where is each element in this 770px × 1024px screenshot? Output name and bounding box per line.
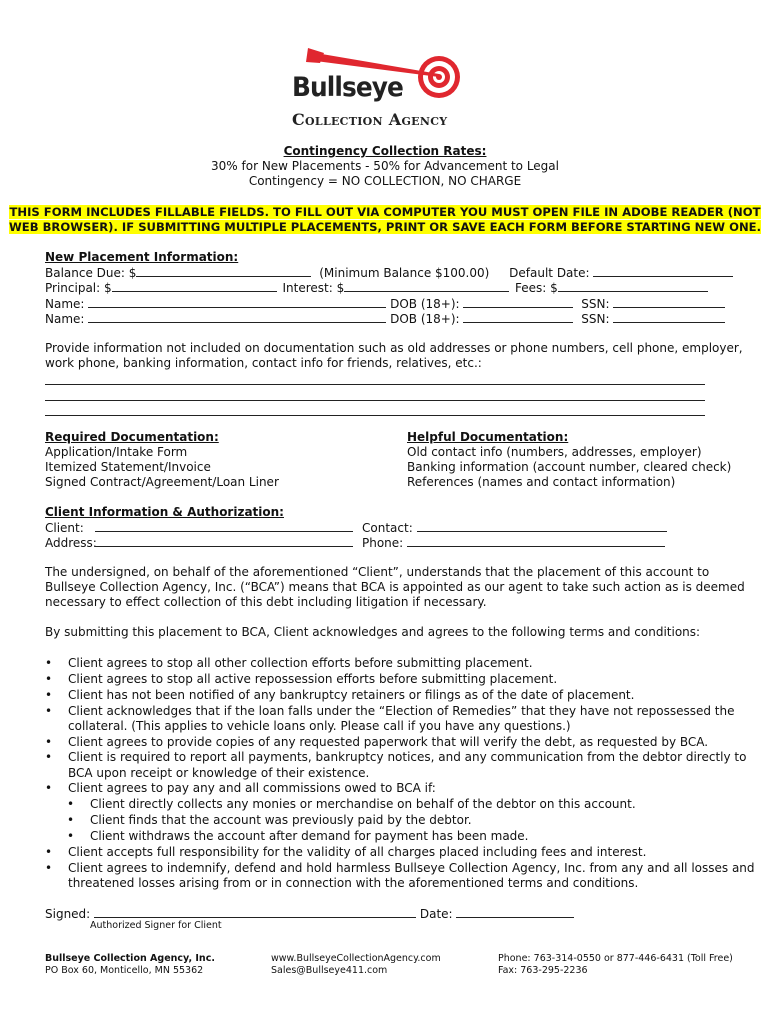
logo: [290, 44, 490, 134]
date-label: Date:: [419, 907, 453, 921]
term-item: • Client acknowledges that if the loan falls under the “Election of Remedies” that they have not repossessed the: [45, 704, 735, 718]
interest-label: Interest: $: [282, 281, 345, 295]
bullet-icon: •: [45, 735, 53, 749]
extra-info-field-3[interactable]: [45, 401, 705, 416]
date-field[interactable]: [456, 906, 574, 918]
min-balance-note: (Minimum Balance $100.00): [319, 266, 490, 280]
phone-field[interactable]: [407, 535, 665, 547]
undersigned-line-3: necessary to effect collection of this debt including litigation if necessary.: [45, 595, 487, 609]
term-item: • Client agrees to pay any and all commissions owed to BCA if:: [45, 781, 436, 795]
ssn-label-1: SSN:: [581, 297, 610, 311]
signer-caption: Authorized Signer for Client: [90, 920, 222, 931]
ssn-field-1[interactable]: [613, 296, 725, 308]
contact-field[interactable]: [417, 520, 667, 532]
required-doc-item: Application/Intake Form: [45, 445, 188, 459]
term-item: • Client agrees to stop all active repossession efforts before submitting placement.: [45, 672, 558, 686]
default-date-label: Default Date:: [509, 266, 590, 280]
term-item-continuation: threatened losses arising from or in connection with the aforementioned terms and conditions.: [68, 876, 639, 890]
client-info-heading: Client Information & Authorization:: [45, 505, 284, 519]
term-item: • Client is required to report all payments, bankruptcy notices, and any communication from the debtor directly to: [45, 750, 747, 764]
name-label-2: Name:: [45, 312, 85, 326]
principal-row: [45, 280, 708, 296]
helpful-doc-item: Old contact info (numbers, addresses, employer): [407, 445, 702, 459]
provide-info-line-2: work phone, banking information, contact info for friends, relatives, etc.:: [45, 356, 482, 370]
notice-line-1: THIS FORM INCLUDES FILLABLE FIELDS. TO FILL OUT VIA COMPUTER YOU MUST OPEN FILE IN ADOBE READER (NOT: [9, 205, 761, 219]
default-date-field[interactable]: [593, 265, 733, 277]
bullet-icon: •: [45, 781, 53, 795]
bullet-icon: •: [45, 688, 53, 702]
helpful-doc-item: References (names and contact information): [407, 475, 676, 489]
name-field-1[interactable]: [88, 296, 386, 308]
extra-info-field-1[interactable]: [45, 370, 705, 385]
name-row-2: [45, 311, 725, 327]
logo-name: Bullseye: [292, 72, 403, 103]
ssn-label-2: SSN:: [581, 312, 610, 326]
helpful-docs-heading: Helpful Documentation:: [407, 430, 569, 444]
footer-company: Bullseye Collection Agency, Inc.: [45, 953, 215, 964]
bullet-icon: •: [45, 845, 53, 859]
sub-term-item: • Client withdraws the account after demand for payment has been made.: [67, 829, 529, 843]
principal-field[interactable]: [112, 280, 277, 292]
fees-field[interactable]: [558, 280, 708, 292]
bullet-icon: •: [45, 672, 53, 686]
bullet-icon: •: [67, 813, 75, 827]
dob-label-1: DOB (18+):: [390, 297, 460, 311]
client-label: Client:: [45, 521, 84, 535]
bullet-icon: •: [45, 656, 53, 670]
rates-line-2: Contingency = NO COLLECTION, NO CHARGE: [248, 174, 522, 188]
bullet-icon: •: [67, 829, 75, 843]
submitting-paragraph: By submitting this placement to BCA, Client acknowledges and agrees to the following terms and conditions:: [45, 625, 701, 639]
balance-field[interactable]: [136, 265, 311, 277]
name-label-1: Name:: [45, 297, 85, 311]
helpful-doc-item: Banking information (account number, cleared check): [407, 460, 732, 474]
term-item: • Client agrees to provide copies of any requested paperwork that will verify the debt, as requested by BCA.: [45, 735, 709, 749]
contact-row: [362, 520, 667, 536]
signature-field[interactable]: [94, 906, 416, 918]
phone-label: Phone:: [362, 536, 404, 550]
signed-label: Signed:: [45, 907, 91, 921]
address-field[interactable]: [95, 535, 353, 547]
required-doc-item: Signed Contract/Agreement/Loan Liner: [45, 475, 279, 489]
term-item: • Client agrees to indemnify, defend and hold harmless Bullseye Collection Agency, Inc. from any and all losses and: [45, 861, 755, 875]
fillable-notice: [0, 205, 770, 235]
dob-field-2[interactable]: [463, 311, 573, 323]
balance-row: [45, 265, 733, 281]
contact-label: Contact:: [362, 521, 413, 535]
fees-label: Fees: $: [515, 281, 558, 295]
undersigned-line-2: Bullseye Collection Agency, Inc. (“BCA”) means that BCA is appointed as our agent to take such action as is deemed: [45, 580, 745, 594]
placement-heading: New Placement Information:: [45, 250, 239, 264]
term-item: • Client has not been notified of any bankruptcy retainers or filings as of the date of placement.: [45, 688, 635, 702]
rates-line-1: 30% for New Placements - 50% for Advancement to Legal: [211, 159, 559, 173]
required-doc-item: Itemized Statement/Invoice: [45, 460, 211, 474]
sub-term-item: • Client directly collects any monies or merchandise on behalf of the debtor on this account.: [67, 797, 636, 811]
address-row: [45, 535, 353, 551]
sub-term-item: • Client finds that the account was previously paid by the debtor.: [67, 813, 472, 827]
rates-title: Contingency Collection Rates:: [283, 144, 487, 158]
bullet-icon: •: [45, 704, 53, 718]
dob-field-1[interactable]: [463, 296, 573, 308]
footer-email-link[interactable]: Sales@Bullseye411.com: [271, 965, 388, 976]
notice-line-2: WEB BROWSER). IF SUBMITTING MULTIPLE PLACEMENTS, PRINT OR SAVE EACH FORM BEFORE STARTING NEW ONE.: [9, 220, 761, 234]
footer-fax: Fax: 763-295-2236: [498, 965, 588, 976]
term-item: • Client agrees to stop all other collection efforts before submitting placement.: [45, 656, 533, 670]
address-label: Address:: [45, 536, 97, 550]
logo-subtitle: Collection Agency: [292, 110, 448, 129]
bullet-icon: •: [67, 797, 75, 811]
balance-label: Balance Due: $: [45, 266, 137, 280]
client-field[interactable]: [95, 520, 353, 532]
extra-info-field-2[interactable]: [45, 386, 705, 401]
required-docs-heading: Required Documentation:: [45, 430, 219, 444]
name-row-1: [45, 296, 725, 312]
bullet-icon: •: [45, 750, 53, 764]
client-row: [45, 520, 353, 536]
footer-website-link[interactable]: www.BullseyeCollectionAgency.com: [271, 953, 441, 964]
phone-row: [362, 535, 665, 551]
term-item-continuation: BCA upon receipt or knowledge of their existence.: [68, 766, 370, 780]
ssn-field-2[interactable]: [613, 311, 725, 323]
footer-address: PO Box 60, Monticello, MN 55362: [45, 965, 204, 976]
term-item-continuation: collateral. (This applies to vehicle loans only. Please call if you have any questions.): [68, 719, 571, 733]
principal-label: Principal: $: [45, 281, 112, 295]
provide-info-line-1: Provide information not included on documentation such as old addresses or phone numbers, cell phone, employer,: [45, 341, 743, 355]
dob-label-2: DOB (18+):: [390, 312, 460, 326]
term-item: • Client accepts full responsibility for the validity of all charges placed including fees and interest.: [45, 845, 647, 859]
bullet-icon: •: [45, 861, 53, 875]
footer-phone: Phone: 763-314-0550 or 877-446-6431 (Toll Free): [498, 953, 733, 964]
name-field-2[interactable]: [88, 311, 386, 323]
interest-field[interactable]: [344, 280, 509, 292]
undersigned-line-1: The undersigned, on behalf of the aforementioned “Client”, understands that the placement of this account to: [45, 565, 710, 579]
